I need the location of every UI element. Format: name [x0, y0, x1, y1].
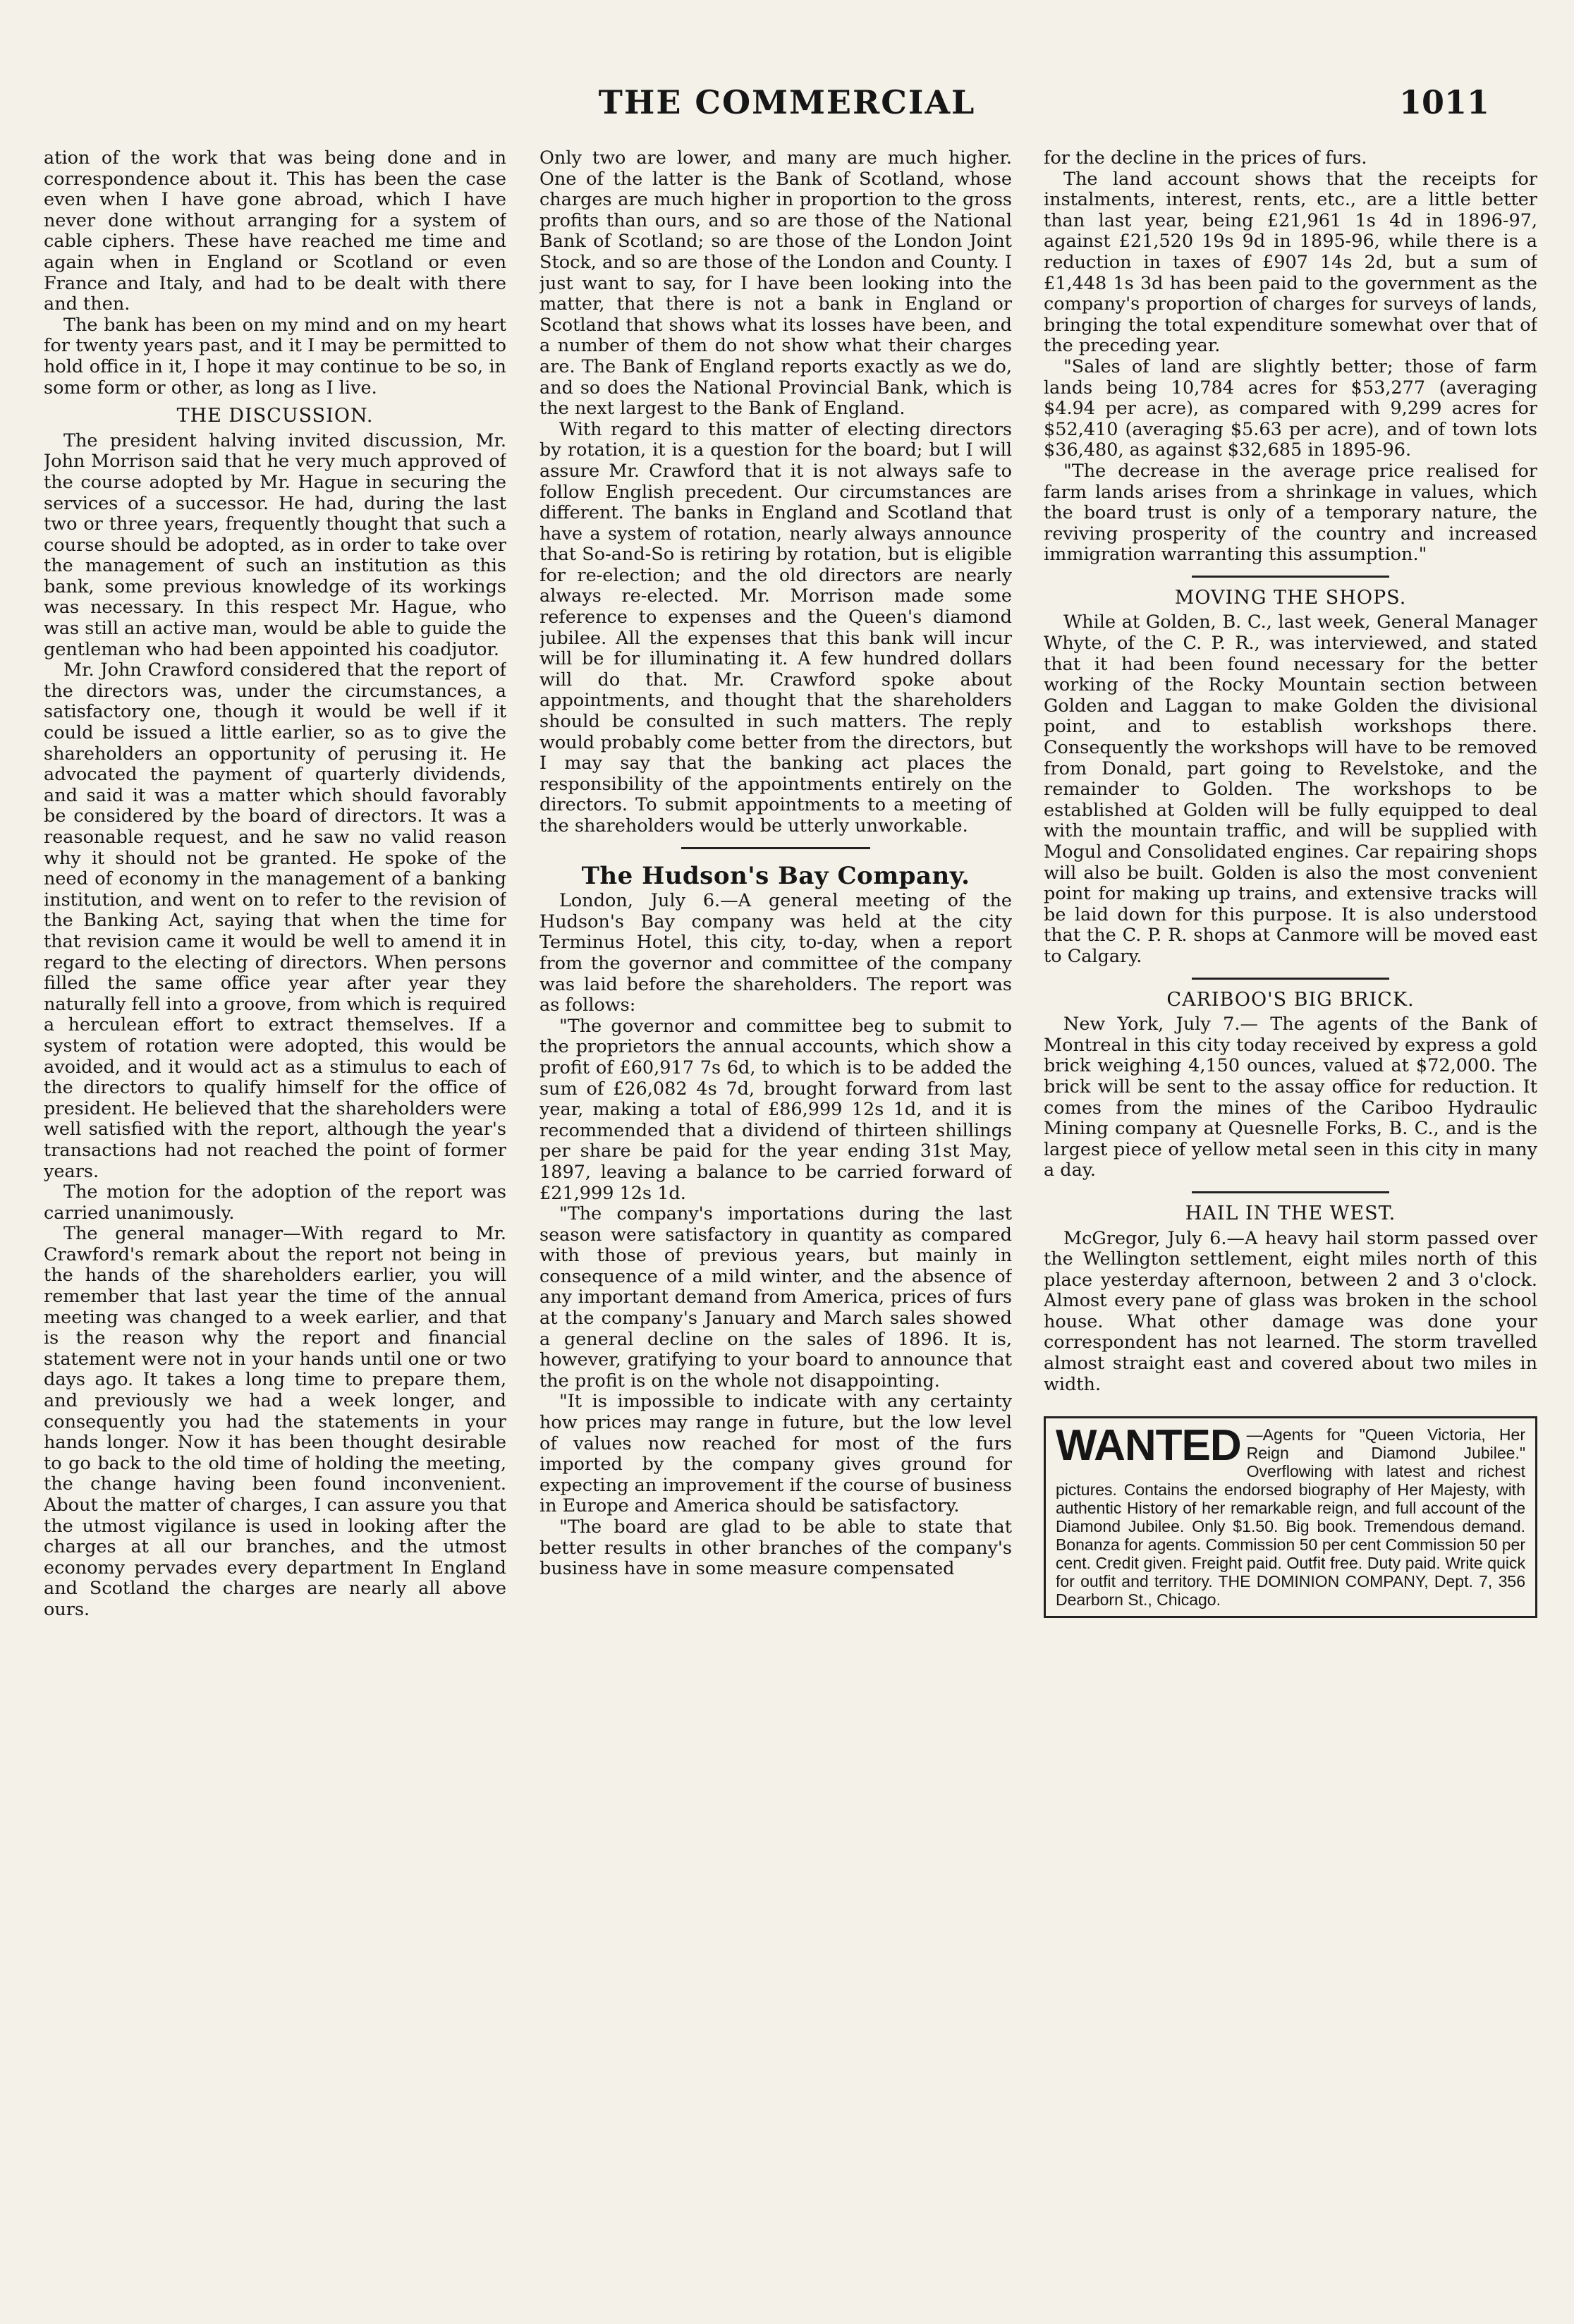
ad-text: —Agents for "Queen Victoria, Her Reign and Diamond Jubilee." Overflowing with latest and richest pictures. Contains the endorsed biography of Her Majesty, with authentic History of her remarkable reign, and full account of the Diamond Jubilee. Only $1.50. Big book. Tremendous demand. Bonanza for agents. Commission 50 per cent Commission 50 per cent. Credit given. Freight paid. Outfit free. Duty paid. Write quick for outfit and territory. THE DOMINION COMPANY, Dept. 7, 356 Dearborn St., Chicago.: [1056, 1425, 1525, 1610]
paragraph: The land account shows that the receipts for instalments, interest, rents, etc., are a little better than last year, being £21,961 1s 4d in 1896-97, against £21,520 19s 9d in 1895-96, while there is a reduction in taxes of £907 14s 2d, but a sum of £1,448 1s 3d has been paid to the government as the company's proportion of charges for surveys of lands, bringing the total expenditure somewhat over that of the preceding year.: [1044, 168, 1537, 357]
ad-wanted-heading: WANTED: [1056, 1421, 1241, 1471]
section-heading-moving-shops: MOVING THE SHOPS.: [1174, 586, 1407, 609]
divider: [1192, 576, 1389, 578]
article-headline-hudsons-bay: The Hudson's Bay Company.: [581, 861, 970, 890]
divider: [681, 847, 870, 849]
column-3: [1044, 148, 1537, 2268]
paragraph: "The board are glad to be able to state that better results in other branches of the company's business have in some measure compensated: [539, 1516, 1012, 1580]
paragraph: The bank has been on my mind and on my heart for twenty years past, and it I may be permitted to hold office in it, I hope it may continue to be so, in some form or other, as long as I live.: [44, 314, 506, 399]
paragraph: With regard to this matter of electing directors by rotation, it is a question for the board; but I will assure Mr. Crawford that it is not always safe to follow English precedent. Our circumstances are different. The banks in England and Scotland that have a system of rotation, nearly always announce that So-and-So is retiring by rotation, but is eligible for re-election; and the old directors are nearly always re-elected. Mr. Morrison made some reference to expenses and the Queen's diamond jubilee. All the expenses that this bank will incur will be for illuminating it. A few hundred dollars will do that. Mr. Crawford spoke about appointments, and thought that the shareholders should be consulted in such matters. The reply would probably come better from the directors, but I may say that the banking act places the responsibility of the appointments entirely on the directors. To submit appointments to a meeting of the shareholders would be utterly unworkable.: [539, 418, 1012, 836]
paragraph: The president halving invited discussion, Mr. John Morrison said that he very much approved of the course adopted by Mr. Hague in securing the services of a successor. He had, during the last two or three years, frequently thought that such a course should be adopted, as in order to take over the management of such an institution as this bank, some previous knowledge of its workings was necessary. In this respect Mr. Hague, who was still an active man, would be able to guide the gentleman who had been appointed his coadjutor.: [44, 430, 506, 660]
paragraph: The motion for the adoption of the report was carried unanimously.: [44, 1181, 506, 1224]
paragraph: ation of the work that was being done and in correspondence about it. This has been the case even when I have gone abroad, which I have never done without arranging for a system of cable ciphers. These have reached me time and again when in England or Scotland or even France and Italy, and had to be dealt with there and then.: [44, 148, 506, 315]
divider: [1192, 978, 1389, 980]
divider: [1192, 1191, 1389, 1193]
paragraph: "Sales of land are slightly better; those of farm lands being 10,784 acres for $53,277 (averaging $4.94 per acre), as compared with 9,299 acres for $52,410 (averaging $5.63 per acre), and of town lots $36,480, as against $32,685 in 1895-96.: [1044, 355, 1537, 461]
advertisement-wanted: [1044, 1416, 1537, 1618]
paragraph: "The governor and committee beg to submit to the proprietors the annual accounts, which show a profit of £60,917 7s 6d, to which is to be added the sum of £26,082 4s 7d, brought forward from last year, making a total of £86,999 12s 1d, and it is recommended that a dividend of thirteen shillings per share be paid for the year ending 31st May, 1897, leaving a balance to be carried forward of £21,999 12s 1d.: [539, 1015, 1012, 1204]
column-1: [44, 148, 506, 2268]
publication-title: THE COMMERCIAL: [598, 83, 976, 121]
column-2: [539, 148, 1012, 2268]
paragraph: New York, July 7.— The agents of the Bank of Montreal in this city today received by express a gold brick weighing 4,150 ounces, valued at $72,000. The brick will be sent to the assay office for reduction. It comes from the mines of the Cariboo Hydraulic Mining company at Quesnelle Forks, B. C., and is the largest piece of yellow metal seen in this city in many a day.: [1044, 1014, 1537, 1181]
paragraph: for the decline in the prices of furs.: [1044, 148, 1367, 169]
paragraph: Mr. John Crawford considered that the report of the directors was, under the circumstances, a satisfactory one, though it would be well if it could be issued a little earlier, so as to give the shareholders an opportunity of perusing it. He advocated the payment of quarterly dividends, and said it was a matter which should favorably be considered by the board of directors. It was a reasonable request, and he saw no valid reason why it should not be granted. He spoke of the need of economy in the management of a banking institution, and went on to refer to the revision of the Banking Act, saying that when the time for that revision came it would be well to amend it in regard to the electing of directors. When persons filled the same office year after year they naturally fell into a groove, from which is required a herculean effort to extract themselves. If a system of rotation were adopted, this would be avoided, and it would act as a stimulus to each of the directors to qualify himself for the office of president. He believed that the shareholders were well satisfied with the report, although the year's transactions had not reached the point of former years.: [44, 659, 506, 1182]
paragraph: "The decrease in the average price realised for farm lands arises from a shrinkage in values, which the board trust is only of a temporary nature, the reviving prosperity of the country and increased immigration warranting this assumption.": [1044, 460, 1537, 566]
page-header: [0, 83, 1574, 133]
paragraph: Only two are lower, and many are much higher. One of the latter is the Bank of Scotland, whose charges are much higher in proportion to the gross profits than ours, and so are those of the National Bank of Scotland; so are those of the London Joint Stock, and so are those of the London and County. I just want to say, for I have been looking into the matter, that there is not a bank in England or Scotland that shows what its losses have been, and a number of them do not show what their charges are. The Bank of England reports exactly as we do, and so does the National Provincial Bank, which is the next largest to the Bank of England.: [539, 148, 1012, 420]
page-number: 1011: [1398, 83, 1489, 121]
paragraph: "The company's importations during the last season were satisfactory in quantity as compared with those of previous years, but mainly in consequence of a mild winter, and the absence of any important demand from America, prices of furs at the company's January and March sales showed a general decline on the sales of 1896. It is, however, gratifying to your board to announce that the profit is on the whole not disappointing.: [539, 1203, 1012, 1392]
paragraph: While at Golden, B. C., last week, General Manager Whyte, of the C. P. R., was interviewed, and stated that it had been found necessary for the better working of the Rocky Mountain section between Golden and Laggan to make Golden the divisional point, and to establish workshops there. Consequently the workshops will have to be removed from Donald, part going to Revelstoke, and the remainder to Golden. The workshops to be established at Golden will be fully equipped to deal with the mountain traffic, and will be supplied with Mogul and Consolidated engines. Car repairing shops will also be built. Golden is also the most convenient point for making up trains, and extensive tracks will be laid down for this purpose. It is also understood that the C. P. R. shops at Canmore will be moved east to Calgary.: [1044, 612, 1537, 967]
paragraph: "It is impossible to indicate with any certainty how prices may range in future, but the low level of values now reached for most of the furs imported by the company gives ground for expecting an improvement if the course of business in Europe and America should be satisfactory.: [539, 1391, 1012, 1517]
section-heading-hail: HAIL IN THE WEST.: [1185, 1202, 1396, 1224]
section-heading-discussion: THE DISCUSSION.: [176, 405, 374, 427]
paragraph: McGregor, July 6.—A heavy hail storm passed over the Wellington settlement, eight miles north of this place yesterday afternoon, between 2 and 3 o'clock. Almost every pane of glass was broken in the school house. What other damage was done your correspondent has not learned. The storm travelled almost straight east and covered about two miles in width.: [1044, 1227, 1537, 1395]
paragraph: The general manager—With regard to Mr. Crawford's remark about the report not being in the hands of the shareholders earlier, you will remember that last year the time of the annual meeting was changed to a week earlier, and that is the reason why the report and financial statement were not in your hands until one or two days ago. It takes a long time to prepare them, and previously we had a week longer, and consequently you had the statements in your hands longer. Now it has been thought desirable to go back to the old time of holding the meeting, the change having been found inconvenient. About the matter of charges, I can assure you that the utmost vigilance is used in looking after the charges at all our branches, and the utmost economy pervades every department In England and Scotland the charges are nearly all above ours.: [44, 1223, 506, 1620]
paragraph: London, July 6.—A general meeting of the Hudson's Bay company was held at the city Terminus Hotel, this city, to-day, when a report from the governor and committee of the company was laid before the shareholders. The report was as follows:: [539, 890, 1012, 1016]
section-heading-cariboo: CARIBOO'S BIG BRICK.: [1166, 988, 1415, 1011]
